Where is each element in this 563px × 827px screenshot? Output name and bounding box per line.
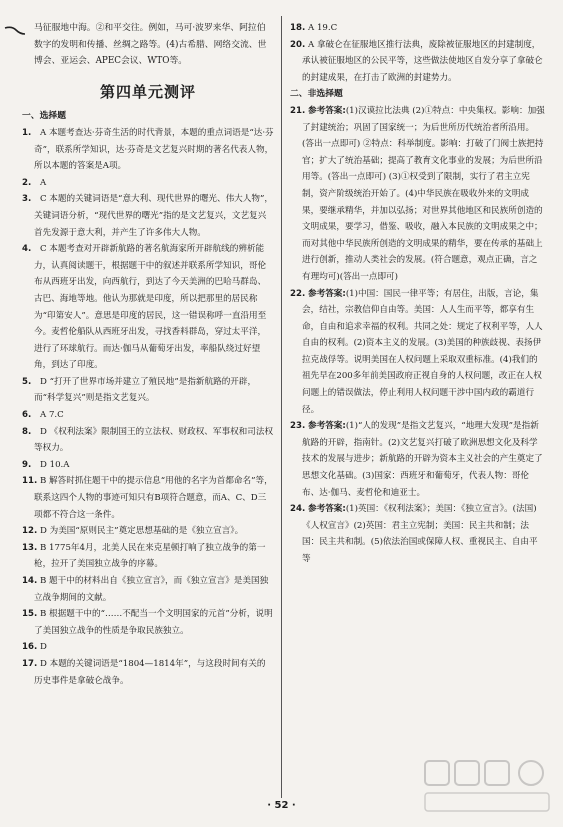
question-text: A	[40, 177, 47, 188]
question-number: 14.	[22, 576, 38, 586]
question-item	[22, 540, 274, 573]
question-text: A 本题考查达·芬奇生活的时代背景，本题的重点词语是“达·芬奇”，联系所学知识，达·芬奇是文艺复兴时期的著名代表人物，所以本题的答案是A项。	[34, 127, 274, 172]
question-item	[22, 656, 274, 689]
question-text: (1)中国：国民一律平等；有居住，出版，言论，集会，结社，宗教信仰自由等。美国：人人生而平等，都享有生命，自由和追求幸福的权利。共同之处：规定了权利平等，人人自由的权利。(2)资本主义的发展。(3)美国的种族歧视、表扬伊拉克战俘等。说明美国在人权问题上采取双重标准。(4)我们的祖先早在200多年前美国政府正视自身的人权问题，改正在人权问题上的错误做法，停止利用人权问题干涉中国内政的霸道行径。	[302, 288, 543, 415]
question-number: 20.	[290, 39, 306, 50]
question-text: D “打开了世界市场并建立了殖民地”是指新航路的开辟，而“科学复兴”则是指文艺复兴。	[34, 376, 257, 404]
question-text: C 本题考查对开辟新航路的著名航海家所开辟航线的辨析能力，认真阅读题干，根据题干中的叙述并联系所学知识，哥伦布从西班牙出发，向西航行，到达了今天美洲的巴哈马群岛、古巴、海地等地。他认为那就是印度，所以把那里的居民称为“印第安人”。意思是印度的居民，这一错误称呼一直沿用至今。麦哲伦船队从西班牙出发，寻找香料群岛，穿过太平洋，进行了环球航行。而达·伽马从葡萄牙出发，率船队绕过好望角，到达了印度。	[34, 244, 267, 371]
question-number: 18.	[290, 23, 306, 33]
question-item	[22, 473, 274, 523]
question-text: A 19.C	[308, 23, 338, 33]
question-number: 6.	[22, 410, 32, 421]
question-item	[290, 37, 545, 87]
question-number: 8.	[22, 426, 32, 437]
question-item	[290, 103, 545, 286]
column-divider	[281, 16, 282, 798]
section-heading-nonchoice: 二、非选择题	[290, 89, 343, 100]
question-number: 1.	[22, 127, 32, 138]
question-text: A 拿破仑在征服地区推行法典，废除被征服地区的封建制度，承认被征服地区的公民平等，这些做法使地区自发分享了拿破仑的封建成果，在打击了欧洲的封建势力。	[302, 39, 543, 83]
question-text: (1)汉谟拉比法典 (2)①特点：中央集权。影响：加强了封建统治；巩固了国家统一；为后世所历代统治者所沿用。(答出一点即可) ②特点：科举制度。影响：打破了门阀士族把持官；扩大了统治基础；提高了教育文化事业的发展；为后世所沿用等。(答出一点即可) (3)①权受到了限制，实行了君主立宪制，资产阶级统治开始了。(4)中华民族在吸收外来的文明成果，要继承精华，并加以弘扬；对世界其他地区和民族所创造的文明成果，要学习，借鉴、吸收，融入本民族的文明成果之中；而对其他中华民族所创造的文明成果的精华，要在传承的基础上进行创新，推动人类社会的发展。(符合题意，观点正确，言之有理均可)(答出一点即可)	[302, 105, 545, 282]
question-number: 15.	[22, 609, 38, 620]
right-column	[290, 20, 545, 787]
question-item	[22, 573, 274, 606]
question-item	[22, 374, 274, 407]
question-text: B 1775年4月，北美人民在来克星顿打响了独立战争的第一枪，拉开了美国独立战争的序幕。	[34, 542, 266, 570]
question-item	[22, 457, 274, 474]
question-number: 3.	[22, 194, 32, 205]
question-text: B 解答时抓住题干中的提示信息“用他的名字为首都命名”等，联系这四个人物的事迹可知只有B项符合题意，而A、C、D三项都不符合这一条件。	[34, 476, 273, 520]
question-item	[290, 418, 545, 501]
question-text: D 本题的关键词语是“1804—1814年”，与这段时间有关的历史事件是拿破仑战争。	[34, 658, 266, 686]
question-item	[22, 241, 274, 374]
question-number: 2.	[22, 177, 32, 188]
intro-paragraph: 马征服地中海。②和平交往。例如，马可·波罗来华、阿拉伯数字的发明和传播、丝绸之路等。(4)古希腊、网络交流、世博会、亚运会、APEC会议、WTO等。	[34, 23, 267, 67]
question-item	[22, 424, 274, 457]
question-item	[290, 501, 545, 567]
question-number: 9.	[22, 459, 32, 470]
question-number: 21.	[290, 105, 306, 116]
question-number: 22.	[290, 288, 306, 299]
question-number: 23.	[290, 421, 306, 432]
question-item	[22, 191, 274, 241]
question-number: 12.	[22, 526, 38, 537]
answer-tag: 参考答案:	[308, 421, 346, 432]
page-number: · 52 ·	[267, 800, 296, 811]
question-item	[290, 286, 545, 419]
right-question-list	[290, 20, 545, 86]
question-text: D 为美国“原则民主”奠定思想基础的是《独立宣言》。	[40, 526, 244, 537]
answer-tag: 参考答案:	[308, 504, 346, 515]
answer-list	[290, 103, 545, 568]
question-text: A 7.C	[40, 410, 64, 421]
question-text: D 10.A	[40, 459, 70, 470]
question-number: 5.	[22, 376, 32, 387]
question-number: 11.	[22, 476, 38, 487]
question-text: (1)“人的发现”是指文艺复兴，“地理大发现”是指新航路的开辟，指南针。(2)文艺复兴打破了欧洲思想文化及科学技术的发展与进步；新航路的开辟为资本主义社会的产生奠定了思想文化基础。(3)国家：西班牙和葡萄牙，代表人物：哥伦布、达·伽马、麦哲伦和迪亚士。	[302, 421, 543, 498]
question-item	[22, 175, 274, 192]
question-text: D	[40, 642, 47, 653]
question-number: 16.	[22, 642, 38, 653]
question-number: 4.	[22, 244, 32, 255]
left-column	[22, 20, 274, 787]
question-text: (1)英国：《权利法案》；美国：《独立宣言》。(法国)《人权宣言》(2)英国：君主立宪制；美国：民主共和制；法国：民主共和制。(5)依法治国或保障人权、重视民主、自由平等	[302, 504, 538, 564]
answer-tag: 参考答案:	[308, 288, 346, 299]
question-item	[22, 125, 274, 175]
question-item	[22, 523, 274, 540]
left-question-list	[22, 125, 274, 689]
question-number: 24.	[290, 504, 306, 515]
question-item	[290, 20, 545, 37]
section-heading-choice: 一、选择题	[22, 111, 66, 122]
question-text: D 《权利法案》限制国王的立法权、财政权、军事权和司法权等权力。	[34, 426, 274, 454]
question-number: 17.	[22, 658, 38, 669]
question-text: C 本题的关键词语是“意大利、现代世界的曙光、伟大人物”，关键词语分析，“现代世界的曙光”指的是文艺复兴，文艺复兴首先发源于意大利，并产生了许多伟大人物。	[34, 194, 273, 238]
question-item	[22, 639, 274, 656]
unit-title: 第四单元测评	[99, 82, 196, 101]
question-item	[22, 407, 274, 424]
question-text: B 根据题干中的“……不配当一个文明国家的元首”分析，说明了美国独立战争的性质是争取民族独立。	[34, 609, 273, 636]
watermark-logo-icon	[423, 757, 553, 817]
question-number: 13.	[22, 542, 38, 553]
question-item	[22, 606, 274, 639]
answer-tag: 参考答案:	[308, 105, 346, 116]
question-text: B 题干中的材料出自《独立宣言》，而《独立宣言》是美国独立战争期间的文献。	[34, 576, 269, 603]
